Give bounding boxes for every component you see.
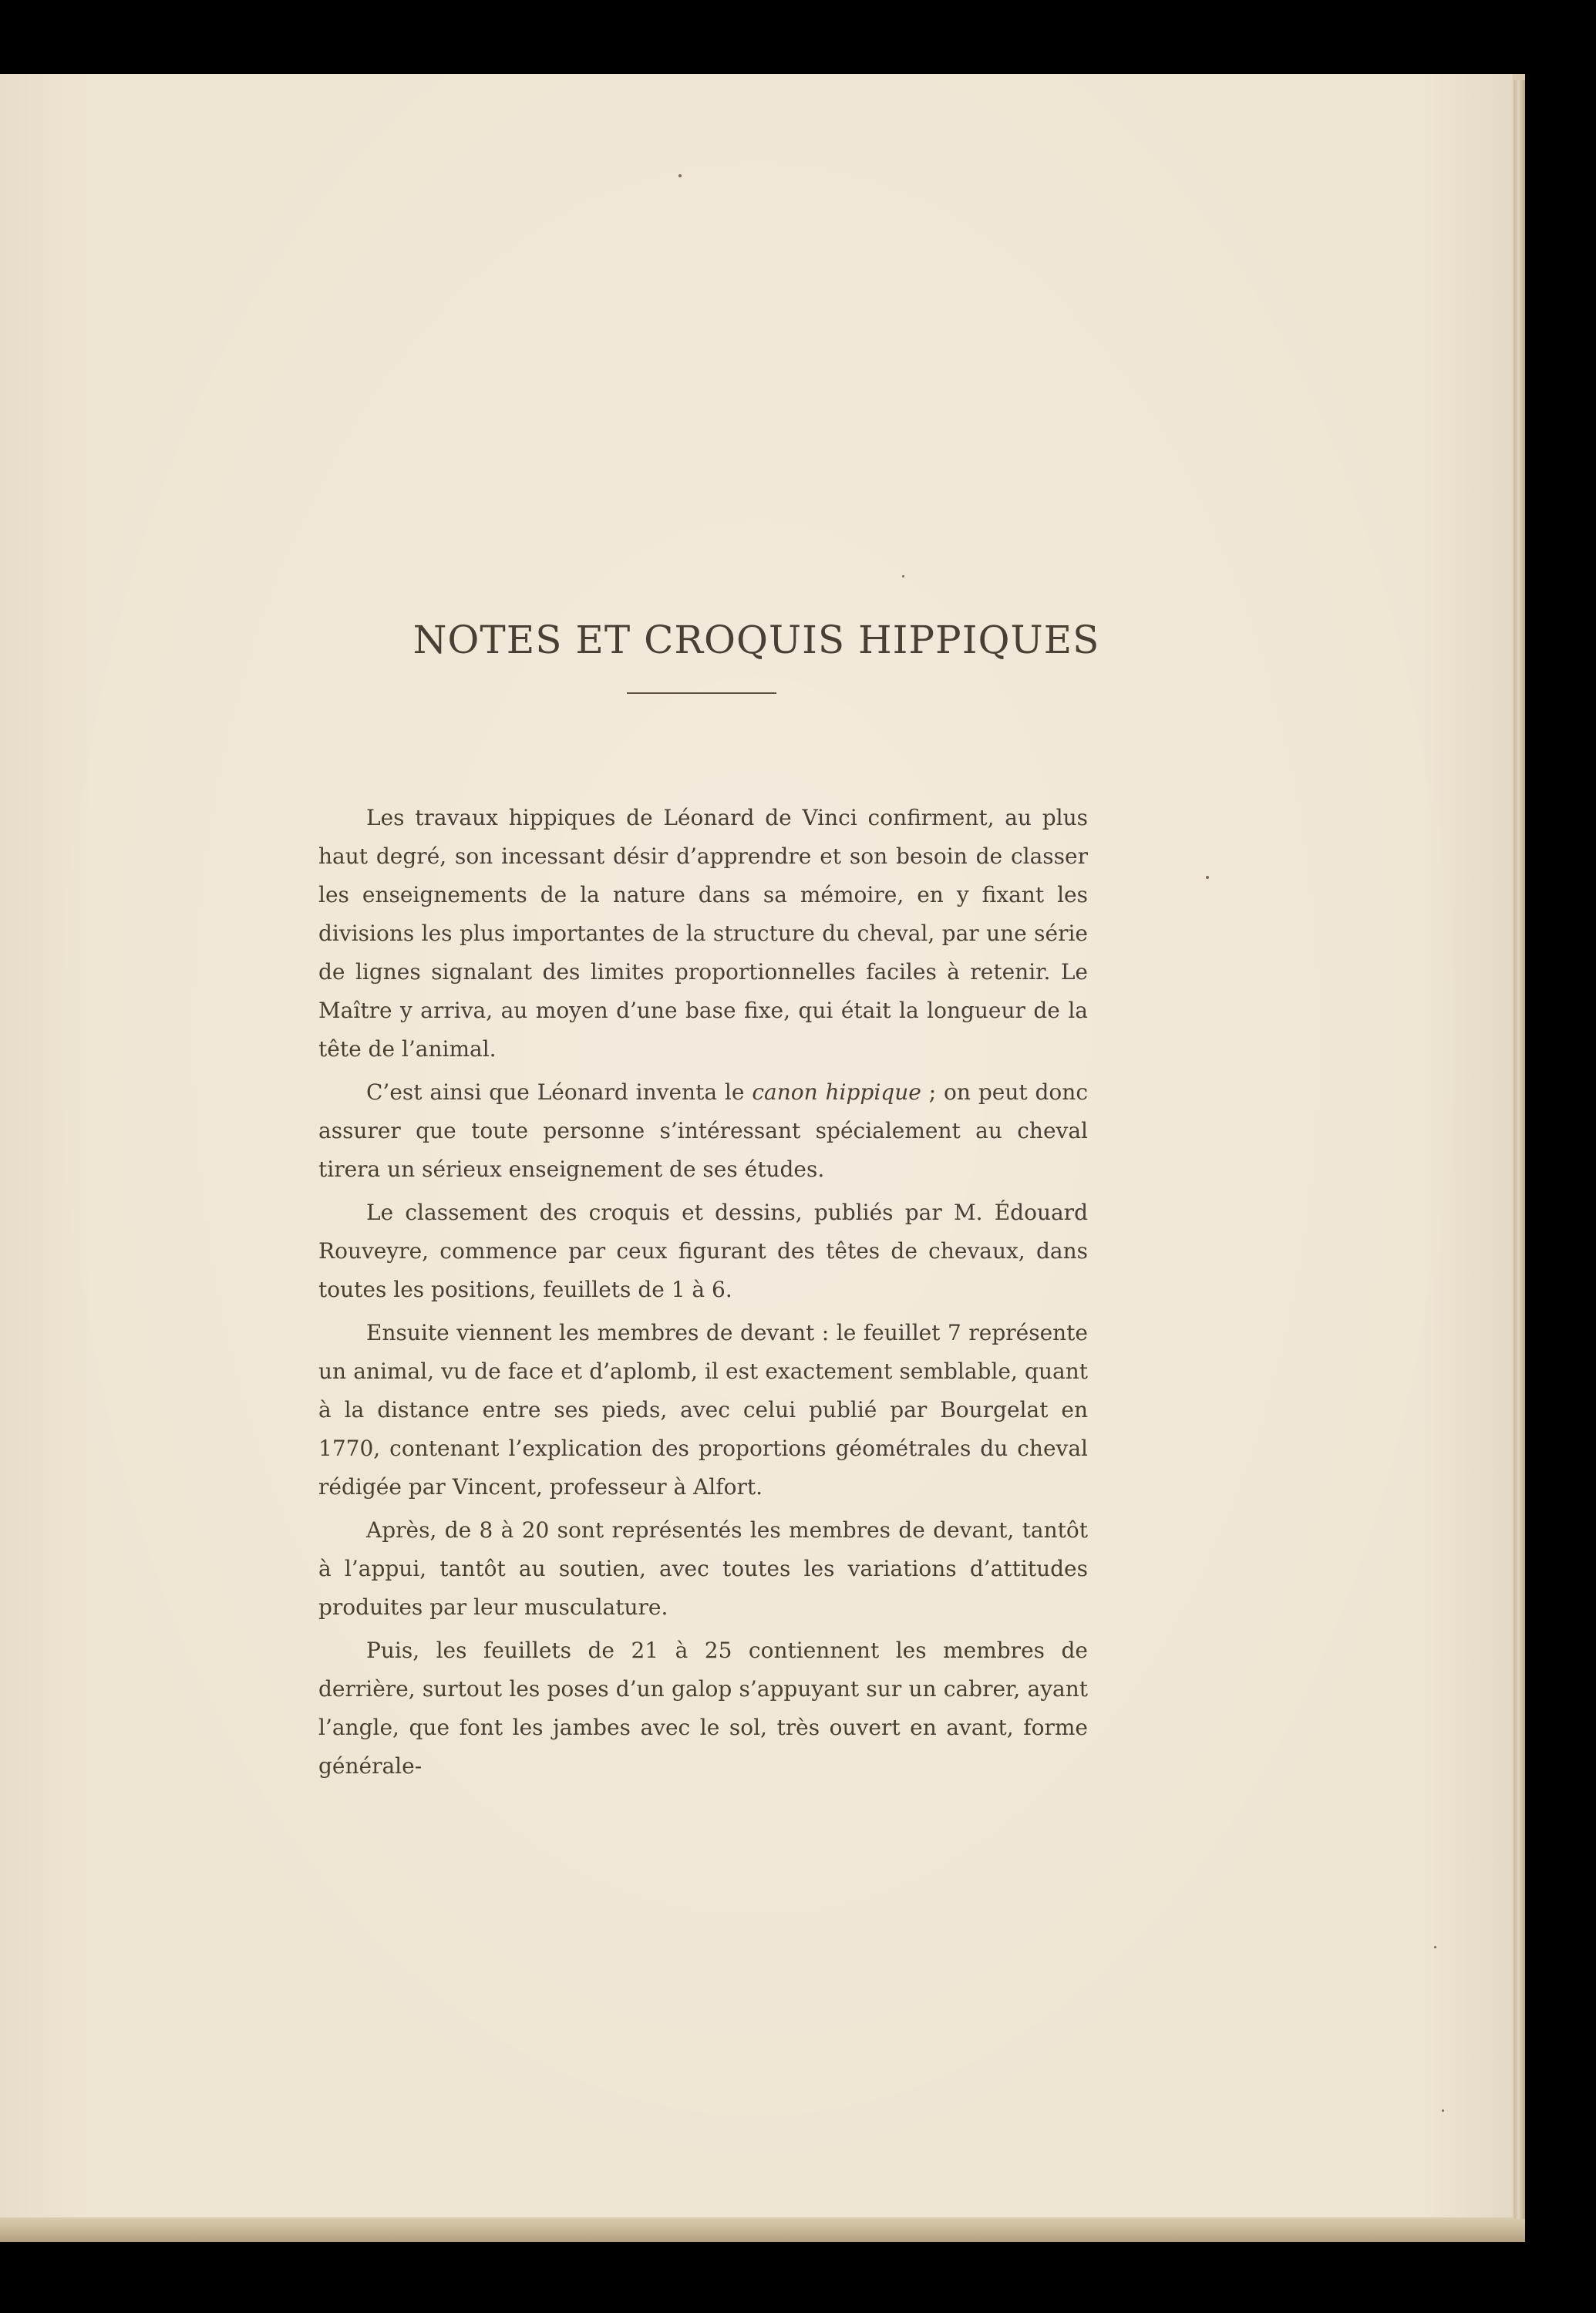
paragraph: Puis, les feuillets de 21 à 25 contiennent les membres de derrière, surtout les poses d’un galop s’appuyant sur un cabrer, ayant l’angle, que font les jambes avec le sol, très ouvert en avant, forme générale- xyxy=(318,1638,1088,1779)
body-text xyxy=(318,799,1088,1790)
paper-speck xyxy=(1442,2109,1444,2112)
paragraph-text: ; on peut donc assurer que toute personne s’intéressant spécialement au cheval tirera un sérieux enseignement de ses études. xyxy=(318,1079,1088,1182)
page-title: NOTES ET CROQUIS HIPPIQUES xyxy=(412,618,1100,662)
title-rule xyxy=(627,692,776,694)
page-edge xyxy=(1514,80,1525,2237)
paragraph: Le classement des croquis et dessins, publiés par M. Édouard Rouveyre, commence par ceux figurant des têtes de chevaux, dans toutes les positions, feuillets de 1 à 6. xyxy=(318,1200,1088,1302)
page-bottom-edge xyxy=(0,2219,1525,2242)
paper-speck xyxy=(1434,1946,1436,1948)
paper-speck xyxy=(1206,876,1209,879)
paper-speck xyxy=(678,174,682,177)
paragraph: Les travaux hippiques de Léonard de Vinci confirment, au plus haut degré, son incessant désir d’apprendre et son besoin de classer les enseignements de la nature dans sa mémoire, en y fixant les divisions les plus importantes de la structure du cheval, par une série de lignes signalant des limites proportionnelles faciles à retenir. Le Maître y arriva, au moyen d’une base fixe, qui était la longueur de la tête de l’animal. xyxy=(318,805,1088,1062)
paper-speck xyxy=(902,575,904,577)
book-page xyxy=(0,74,1513,2217)
paragraph-text: C’est ainsi que Léonard inventa le xyxy=(366,1079,753,1105)
paragraph: Après, de 8 à 20 sont représentés les membres de devant, tantôt à l’appui, tantôt au soutien, avec toutes les variations d’attitudes produites par leur musculature. xyxy=(318,1517,1088,1620)
paragraph: Ensuite viennent les membres de devant : le feuillet 7 représente un animal, vu de face et d’aplomb, il est exactement semblable, quant à la distance entre ses pieds, avec celui publié par Bourgelat en 1770, contenant l’explication des proportions géométrales du cheval rédigée par Vincent, professeur à Alfort. xyxy=(318,1320,1088,1500)
paragraph xyxy=(318,1073,1088,1189)
emphasized-term: canon hippique xyxy=(752,1079,921,1105)
